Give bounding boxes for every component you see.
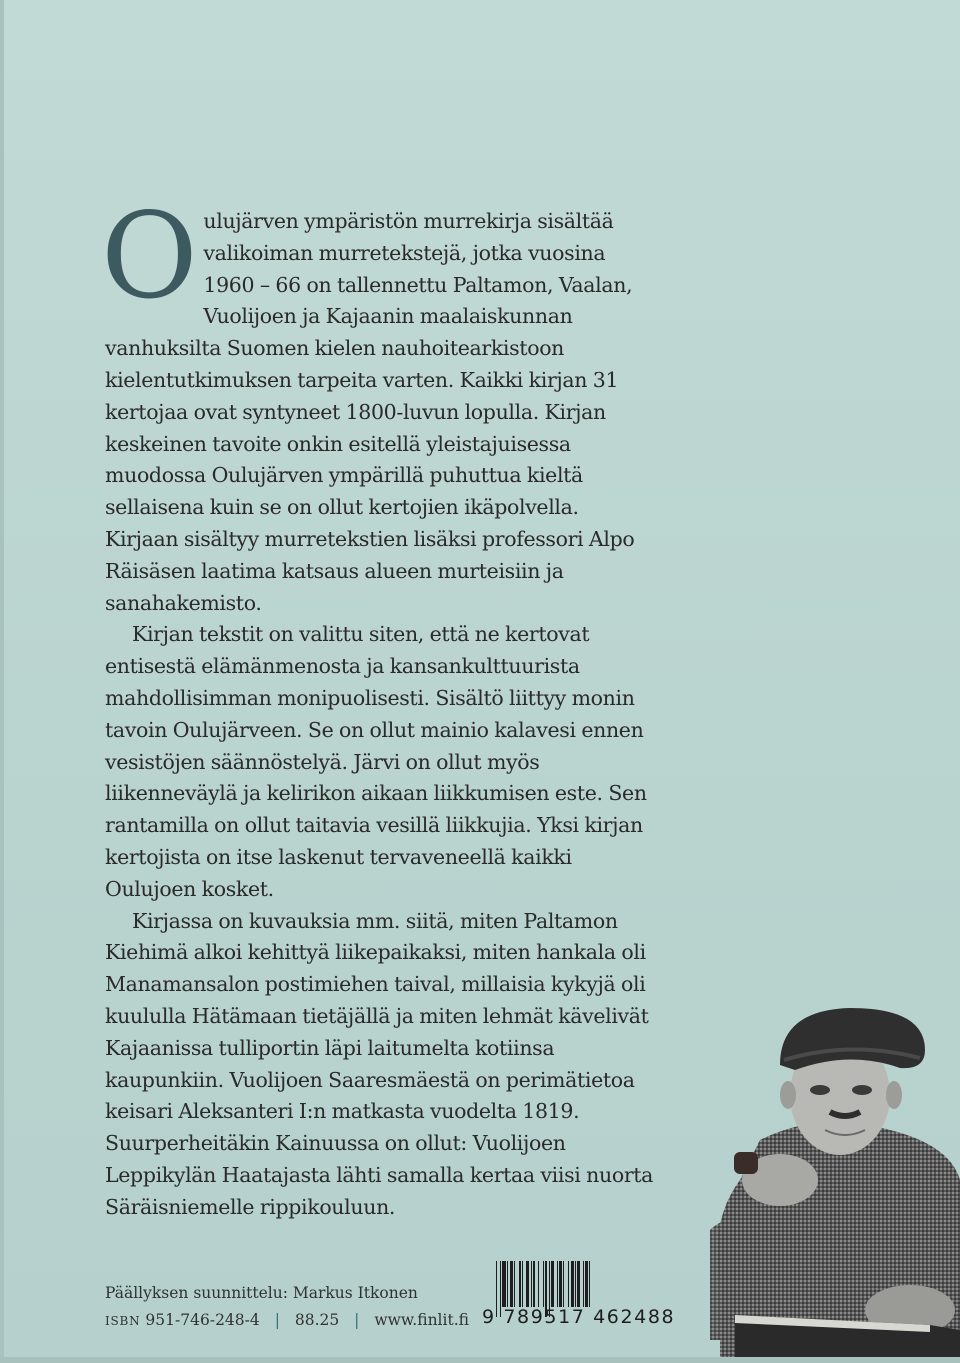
paragraph-text: ulujärven ympäristön murrekirja sisältää valikoiman murretekstejä, jotka vuosina 1960 – 66 on tallennettu Paltamon, Vaalan, Vuolijoen ja Kajaanin maalaiskunnan vanhuksilta Suomen kielen nauhoitearkistoon kielentutkimuksen tarpeita varten. Kaikki kirjan 31 kertojaa ovat syntyneet 1800-luvun lopulla. Kirjan keskeinen tavoite onkin esitellä yleistajuisessa muodossa Oulujärven ympärillä puhuttua kieltä sellaisena kuin se on ollut kertojien ikäpolvella. Kirjaan sisältyy murretekstien lisäksi professori Alpo Räisäsen laatima katsaus alueen murteisiin ja sanahakemisto. xyxy=(105,209,635,615)
cover-design-credit: Päällyksen suunnittelu: Markus Itkonen xyxy=(105,1284,418,1302)
page-edge xyxy=(0,0,4,1363)
barcode-digits: 9 789517 462488 xyxy=(482,1306,676,1328)
page-edge xyxy=(0,1357,960,1363)
author-photo xyxy=(700,980,960,1363)
separator: | xyxy=(354,1311,360,1329)
isbn-number: 951-746-248-4 xyxy=(145,1311,260,1329)
class-code: 88.25 xyxy=(294,1311,340,1329)
blurb-paragraph-3: Kirjassa on kuvauksia mm. siitä, miten Paltamon Kiehimä alkoi kehittyä liikepaikaksi, miten hankala oli Manamansalon postimiehen taival, millaisia kykyjä oli kuululla Hätämaan tietäjällä ja miten lehmät kävelivät Kajaanissa tulliportin läpi laitumelta kotiinsa kaupunkiin. Vuolijoen Saaresmäestä on perimätietoa keisari Aleksanteri I:n matkasta vuodelta 1819. Suurperheitäkin Kainuussa on ollut: Vuolijoen Leppikylän Haatajasta lähti samalla kertaa viisi nuorta Säräisniemelle rippikouluun. xyxy=(105,908,654,1219)
barcode xyxy=(496,1261,646,1307)
back-cover-blurb xyxy=(101,187,657,1224)
blurb-paragraph-2: Kirjan tekstit on valittu siten, että ne kertovat entisestä elämänmenosta ja kansankulttuurista mahdollisimman monipuolisesti. Sisältö liittyy monin tavoin Oulujärveen. Se on ollut mainio kalavesi ennen vesistöjen säännöstelyä. Järvi on ollut myös liikenneväylä ja kelirikon aikaan liikkumisen este. Sen rantamilla on ollut taitavia vesillä liikkujia. Yksi kirjan kertojista on itse laskenut tervaveneellä kaikki Oulujoen kosket. xyxy=(105,622,647,901)
isbn-row xyxy=(105,1307,469,1335)
blurb-paragraph-1 xyxy=(101,187,657,619)
isbn-label: ISBN xyxy=(105,1314,141,1328)
website-link[interactable]: www.finlit.fi xyxy=(374,1311,469,1329)
credits xyxy=(105,1280,469,1335)
drop-cap: O xyxy=(101,187,198,325)
separator: | xyxy=(274,1311,280,1329)
